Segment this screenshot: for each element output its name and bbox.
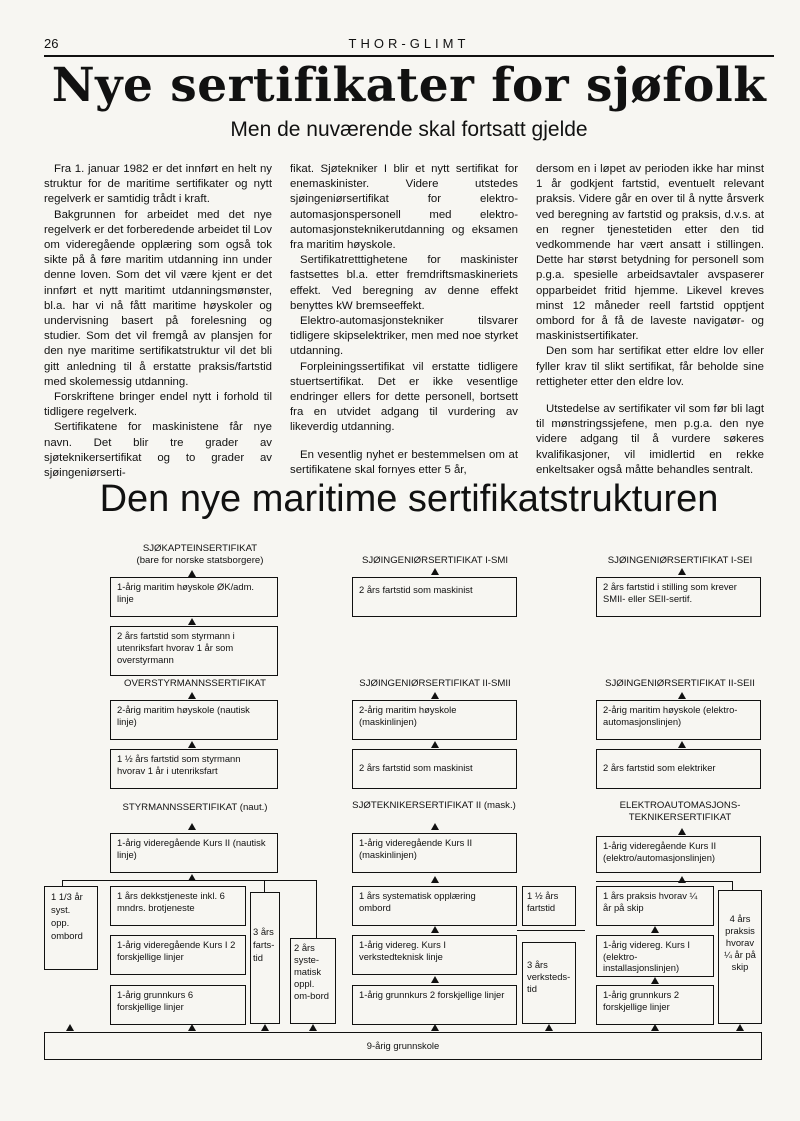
arrow-up-icon <box>431 976 439 983</box>
page-header <box>44 36 774 56</box>
box-fartstid-maskinist: 2 års fartstid som maskinist <box>352 577 517 617</box>
box-grunnkurs-2linjer: 1-årig grunnkurs 2 forskjellige linjer <box>352 985 517 1025</box>
box-grunnskole: 9-årig grunnskole <box>44 1032 762 1060</box>
arrow-up-icon <box>431 876 439 883</box>
paragraph: Sertifikatretttighetene for maskinister fastsettes bl.a. etter fremdriftsmaskineriets effekt. Ved beregning av denne effekt benyttes kW bremseeffekt. <box>290 254 518 312</box>
connector-line <box>596 881 732 882</box>
box-kurs1-2linjer: 1-årig videregående Kurs I 2 forskjellige linjer <box>110 935 246 975</box>
paragraph: dersom en i løpet av perioden ikke har minst 1 år godkjent fartstid, eventuelt relevant praksis. Videre går en over til å nytte årsverk ved beregning av fartstid og praksis, d.v.s. at en regner tjenestetiden etter den tid vedkommende har vært ansatt i stillingen. Dette har størst betydning for personell som p.g.a. spesielle arbeidsavtaler avspaserer opparbeidet fritid hjemme. Likevel kreves minst 12 måneder reell fartstid opptjent ombord for å få de laveste navigatør- og maskinistsertifikater. <box>536 163 764 343</box>
box-side-praksis-4ar: 4 års praksis hvorav ¼ år på skip <box>718 890 762 1024</box>
box-fartstid-styrmann: 2 års fartstid som styrmann i utenriksfart hvorav 1 år som overstyrmann <box>110 626 278 676</box>
header-rule <box>44 55 774 57</box>
article-title: Nye sertifikater for sjøfolk <box>51 58 767 113</box>
box-fartstid-elektriker: 2 års fartstid som elektriker <box>596 749 761 789</box>
paragraph: fikat. Sjøtekniker I blir et nytt sertifikat for enemaskinister. Videre utstedes sjøingeniørsertifikat for elektro-automasjonspersonell med elektro-automasjonsteknikerutdanning og eksamen fra maritim høyskole. <box>290 163 518 252</box>
box-grunnkurs-elektro: 1-årig grunnkurs 2 forskjellige linjer <box>596 985 714 1025</box>
box-grunnkurs-6linjer: 1-årig grunnkurs 6 forskjellige linjer <box>110 985 246 1025</box>
text-column-2 <box>290 162 518 478</box>
arrow-up-icon <box>651 1024 659 1031</box>
box-dekkstjeneste: 1 års dekkstjeneste inkl. 6 mndrs. brotjeneste <box>110 886 246 926</box>
diagram-title: Den nye maritime sertifikatstrukturen <box>99 478 719 520</box>
box-praksis-1ar: 1 års praksis hvorav ¼ år på skip <box>596 886 714 926</box>
arrow-up-icon <box>678 741 686 748</box>
box-systematisk-oppl: 1 års systematisk opplæring ombord <box>352 886 517 926</box>
connector-line <box>316 880 317 938</box>
label-seii: SJØINGENIØRSERTIFIKAT II-SEII <box>605 678 755 689</box>
page-number: 26 <box>44 36 59 51</box>
connector-line <box>264 880 265 892</box>
label-smii: SJØINGENIØRSERTIFIKAT II-SMII <box>359 678 511 689</box>
arrow-up-icon <box>188 692 196 699</box>
arrow-up-icon <box>431 823 439 830</box>
box-hoyskole-nautisk: 2-årig maritim høyskole (nautisk linje) <box>110 700 278 740</box>
label-sjokaptein: SJØKAPTEINSERTIFIKAT (bare for norske statsborgere) <box>136 543 264 566</box>
box-kurs1-verksted: 1-årig videreg. Kurs I verkstedteknisk linje <box>352 935 517 975</box>
arrow-up-icon <box>66 1024 74 1031</box>
paragraph: En vesentlig nyhet er bestemmelsen om at sertifikatene skal fornyes etter 5 år, <box>290 448 518 476</box>
arrow-up-icon <box>736 1024 744 1031</box>
arrow-up-icon <box>431 926 439 933</box>
paragraph: Sertifikatene for maskinistene får nye navn. Det blir tre grader av sjøteknikersertifikat og to grader av sjøingeniørserti- <box>44 421 272 480</box>
text-column-1 <box>44 162 272 481</box>
box-fartstid-smii-seii: 2 års fartstid i stilling som krever SMII- eller SEII-sertif. <box>596 577 761 617</box>
paragraph: Utstedelse av sertifikater vil som før bli lagt til mønstringssjefene, men p.g.a. den nye videre adgang til å vurdere søkeres kvalifikasjoner, vil imidlertid en rekke enkeltsaker også måtte behandles sentralt. <box>536 403 764 476</box>
arrow-up-icon <box>431 741 439 748</box>
box-hoyskole-elektro: 2-årig maritim høyskole (elektro-automasjonslinjen) <box>596 700 761 740</box>
box-kurs2-maskin: 1-årig videregående Kurs II (maskinlinjen) <box>352 833 517 873</box>
paragraph: Forskriftene bringer endel nytt i forhold til tidligere regelverk. <box>44 391 272 419</box>
arrow-up-icon <box>678 692 686 699</box>
paragraph: Elektro-automasjonstekniker tilsvarer tidligere skipselektriker, men med noe styrket utdanning. <box>290 315 518 358</box>
box-fartstid-maskinist-2: 2 års fartstid som maskinist <box>352 749 517 789</box>
arrow-up-icon <box>651 926 659 933</box>
label-sei: SJØINGENIØRSERTIFIKAT I-SEI <box>607 555 753 566</box>
arrow-up-icon <box>188 570 196 577</box>
arrow-up-icon <box>431 568 439 575</box>
arrow-up-icon <box>678 568 686 575</box>
label-styrmann: STYRMANNSSERTIFIKAT (naut.) <box>122 802 268 813</box>
box-side-verkstedstid: 3 års verksteds-tid <box>522 942 576 1024</box>
box-side-fartstid-15: 1 ½ års fartstid <box>522 886 576 926</box>
paragraph: Bakgrunnen for arbeidet med det nye regelverk er det forberedende arbeidet til Lov om videregående opplæring som også tok sikte på å føre maritim utdanning inn under denne loven. Som det vil være kjent er det innført et nytt maritimt utdanningsmønster, bl.a. har vi nå fått maritime høyskoler og undervisning basert på forelesning og studier. Som det vil fremgå av plansjen for den nye maritime sertifikatstruktur vil det bli gitt anledning til å erstatte praksis/fartstid med skolemessig utdanning. <box>44 208 272 388</box>
box-side-farts-tid: 3 års farts-tid <box>250 892 280 1024</box>
arrow-up-icon <box>261 1024 269 1031</box>
box-kurs2-nautisk: 1-årig videregående Kurs II (nautisk linje) <box>110 833 278 873</box>
paragraph: Forpleiningssertifikat vil erstatte tidligere stuertsertifikat. Det er ikke vesentlige endringer ellers for dette personell, bortsett fra en utvidet adgang til vurdering av likeverdig utdanning. <box>290 360 518 434</box>
connector-line <box>517 930 585 931</box>
arrow-up-icon <box>309 1024 317 1031</box>
magazine-name: THOR-GLIMT <box>348 36 470 51</box>
arrow-up-icon <box>188 823 196 830</box>
paragraph: Fra 1. januar 1982 er det innført en helt ny struktur for de maritime sertifikater og nytt regelverk er samtidig trådt i kraft. <box>44 163 272 206</box>
arrow-up-icon <box>545 1024 553 1031</box>
paragraph: Den som har sertifikat etter eldre lov eller fyller krav til slikt sertifikat, får beholde sine rettigheter etter den eldre lov. <box>536 345 764 388</box>
arrow-up-icon <box>188 741 196 748</box>
box-fartstid-15: 1 ½ års fartstid som styrmann hvorav 1 år i utenriksfart <box>110 749 278 789</box>
article-subtitle: Men de nuværende skal fortsatt gjelde <box>230 118 588 141</box>
arrow-up-icon <box>431 1024 439 1031</box>
arrow-up-icon <box>188 1024 196 1031</box>
arrow-up-icon <box>651 977 659 984</box>
label-smi: SJØINGENIØRSERTIFIKAT I-SMI <box>361 555 509 566</box>
arrow-up-icon <box>431 692 439 699</box>
box-hoyskole-maskin: 2-årig maritim høyskole (maskinlinjen) <box>352 700 517 740</box>
box-kurs1-elektro: 1-årig videreg. Kurs I (elektro-installasjonslinjen) <box>596 935 714 977</box>
box-hoyskole-ok: 1-årig maritim høyskole ØK/adm. linje <box>110 577 278 617</box>
label-overstyrmann: OVERSTYRMANNSSERTIFIKAT <box>124 678 266 689</box>
arrow-up-icon <box>678 828 686 835</box>
box-kurs2-elektro: 1-årig videregående Kurs II (elektro/automasjonslinjen) <box>596 836 761 873</box>
arrow-up-icon <box>188 618 196 625</box>
label-elektro: ELEKTROAUTOMASJONS- TEKNIKERSERTIFIKAT <box>619 800 741 823</box>
box-side-syst-oppl: 1 1/3 år syst. opp. ombord <box>44 886 98 970</box>
label-sjotekniker: SJØTEKNIKERSERTIFIKAT II (mask.) <box>352 800 516 811</box>
text-column-3 <box>536 162 764 478</box>
arrow-up-icon <box>188 874 196 881</box>
box-side-systematisk: 2 års syste-matisk oppl. om-bord <box>290 938 336 1024</box>
